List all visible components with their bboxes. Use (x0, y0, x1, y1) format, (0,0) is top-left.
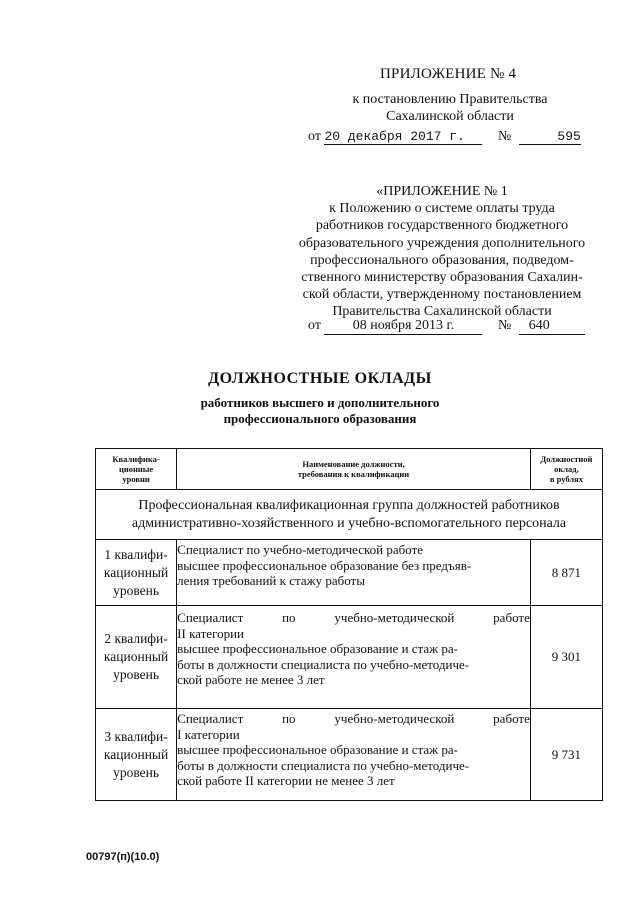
date-prefix: от (308, 129, 321, 144)
position-description-cell: Специалист по учебно-методической работе высшее профессиональное образование без предъяв- ления требований к стажу работы (177, 540, 531, 606)
position-description-cell: Специалист по учебно-методической работе II категории высшее профессиональное образование и стаж ра- боты в должности специалиста по учебно-методиче- ской работе не менее 3 лет (177, 606, 531, 709)
inner-decree-number: 640 (519, 318, 585, 335)
number-prefix: № (497, 318, 512, 333)
table-row (96, 709, 603, 801)
decree-date: 20 декабря 2017 г. (324, 129, 482, 145)
inner-appendix-line: Правительства Сахалинской области (332, 304, 552, 320)
inner-appendix-date-row (308, 318, 608, 335)
appendix-date-row (308, 129, 608, 145)
number-prefix: № (497, 129, 512, 144)
salary-cell: 9 301 (530, 606, 602, 709)
inner-appendix-line: ственного министерству образования Сахалин- (301, 270, 583, 286)
table-row (96, 540, 603, 606)
inner-appendix-line: профессионального образования, подведом- (310, 252, 574, 268)
salary-table (95, 448, 603, 801)
group-title-row (96, 490, 603, 540)
salary-cell: 9 731 (530, 709, 602, 801)
qualification-level-cell: 2 квалифи- кационный уровень (96, 606, 177, 709)
qualification-level-cell: 3 квалифи- кационный уровень (96, 709, 177, 801)
group-title: Профессиональная квалификационная группа должностей работников административно-хозяйственного и учебно-вспомогательного персонала (96, 490, 603, 540)
appendix-line-2: Сахалинской области (386, 109, 514, 124)
document-subtitle-line-2: профессионального образования (223, 411, 417, 426)
inner-appendix-line: работников государственного бюджетного (315, 218, 569, 234)
inner-appendix-line: «ПРИЛОЖЕНИЕ № 1 (376, 184, 508, 199)
header-qualification-levels: Квалифика- ционные уровни (96, 449, 177, 490)
decree-number: 595 (519, 129, 581, 145)
document-title: ДОЛЖНОСТНЫЕ ОКЛАДЫ (208, 370, 432, 387)
inner-decree-date: 08 ноября 2013 г. (324, 318, 482, 335)
table-row (96, 606, 603, 709)
document-subtitle-line-1: работников высшего и дополнительного (200, 395, 440, 410)
table-header-row (96, 449, 603, 490)
salary-cell: 8 871 (530, 540, 602, 606)
inner-appendix-line: ской области, утвержденному постановлением (302, 287, 582, 303)
header-position-requirements: Наименование должности, требования к квалификации (177, 449, 531, 490)
appendix-line-1: к постановлению Правительства (352, 92, 548, 107)
date-prefix: от (308, 318, 321, 333)
document-code: 00797(п)(10.0) (86, 851, 160, 863)
inner-appendix-line: образовательного учреждения дополнительного (298, 235, 586, 251)
position-description-cell: Специалист по учебно-методической работе I категории высшее профессиональное образование и стаж ра- боты в должности специалиста по учебно-методиче- ской работе II категории не менее 3 лет (177, 709, 531, 801)
header-salary: Должностной оклад, в рублях (530, 449, 602, 490)
inner-appendix-line: к Положению о системе оплаты труда (329, 201, 555, 217)
qualification-level-cell: 1 квалифи- кационный уровень (96, 540, 177, 606)
appendix-title: ПРИЛОЖЕНИЕ № 4 (380, 66, 517, 82)
inner-appendix-block (284, 183, 600, 321)
